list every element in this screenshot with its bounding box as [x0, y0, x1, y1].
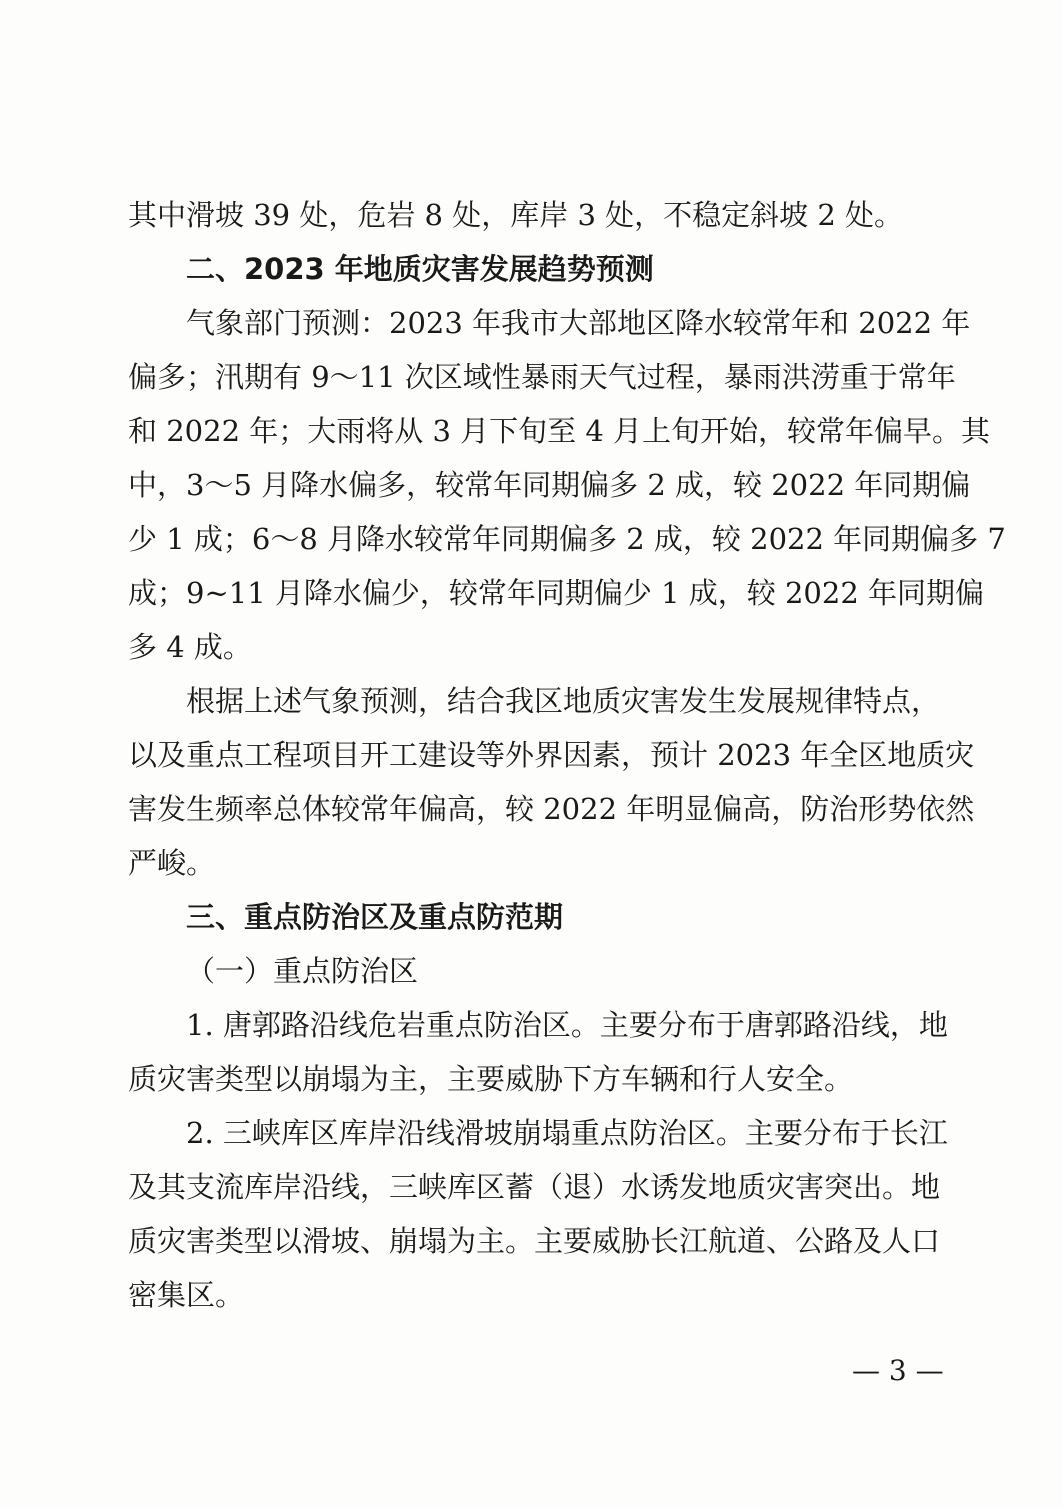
body-line: 1. 唐郭路沿线危岩重点防治区。主要分布于唐郭路沿线，地 — [186, 1008, 948, 1042]
body-line: 以及重点工程项目开工建设等外界因素，预计 2023 年全区地质灾 — [128, 738, 975, 772]
body-line: 其中滑坡 39 处，危岩 8 处，库岸 3 处，不稳定斜坡 2 处。 — [128, 198, 904, 232]
body-line: 及其支流库岸沿线，三峡库区蓄（退）水诱发地质灾害突出。地 — [128, 1170, 941, 1204]
body-line: 多 4 成。 — [128, 630, 252, 664]
body-line: 2. 三峡库区库岸沿线滑坡崩塌重点防治区。主要分布于长江 — [186, 1116, 948, 1150]
body-line: 质灾害类型以滑坡、崩塌为主。主要威胁长江航道、公路及人口 — [128, 1224, 941, 1258]
body-line: 质灾害类型以崩塌为主，主要威胁下方车辆和行人安全。 — [128, 1062, 854, 1096]
body-line: 偏多；汛期有 9～11 次区域性暴雨天气过程，暴雨洪涝重于常年 — [128, 360, 956, 394]
body-line: 成；9~11 月降水偏少，较常年同期偏少 1 成，较 2022 年同期偏 — [128, 576, 984, 610]
body-line: 中，3～5 月降水偏多，较常年同期偏多 2 成，较 2022 年同期偏 — [128, 468, 971, 502]
body-line: 根据上述气象预测，结合我区地质灾害发生发展规律特点， — [186, 684, 941, 718]
body-line: 严峻。 — [128, 846, 216, 880]
page-number: — 3 — — [852, 1354, 944, 1387]
body-line: 少 1 成；6～8 月降水较常年同期偏多 2 成，较 2022 年同期偏多 7 — [128, 522, 1006, 556]
body-line: 害发生频率总体较常年偏高，较 2022 年明显偏高，防治形势依然 — [128, 792, 975, 826]
section-heading-2: 二、2023 年地质灾害发展趋势预测 — [186, 252, 654, 286]
subsection-heading: （一）重点防治区 — [186, 954, 419, 988]
body-line: 气象部门预测：2023 年我市大部地区降水较常年和 2022 年 — [186, 306, 971, 340]
body-line: 和 2022 年；大雨将从 3 月下旬至 4 月上旬开始，较常年偏早。其 — [128, 414, 991, 448]
section-heading-3: 三、重点防治区及重点防范期 — [186, 900, 564, 934]
body-line: 密集区。 — [128, 1278, 245, 1312]
